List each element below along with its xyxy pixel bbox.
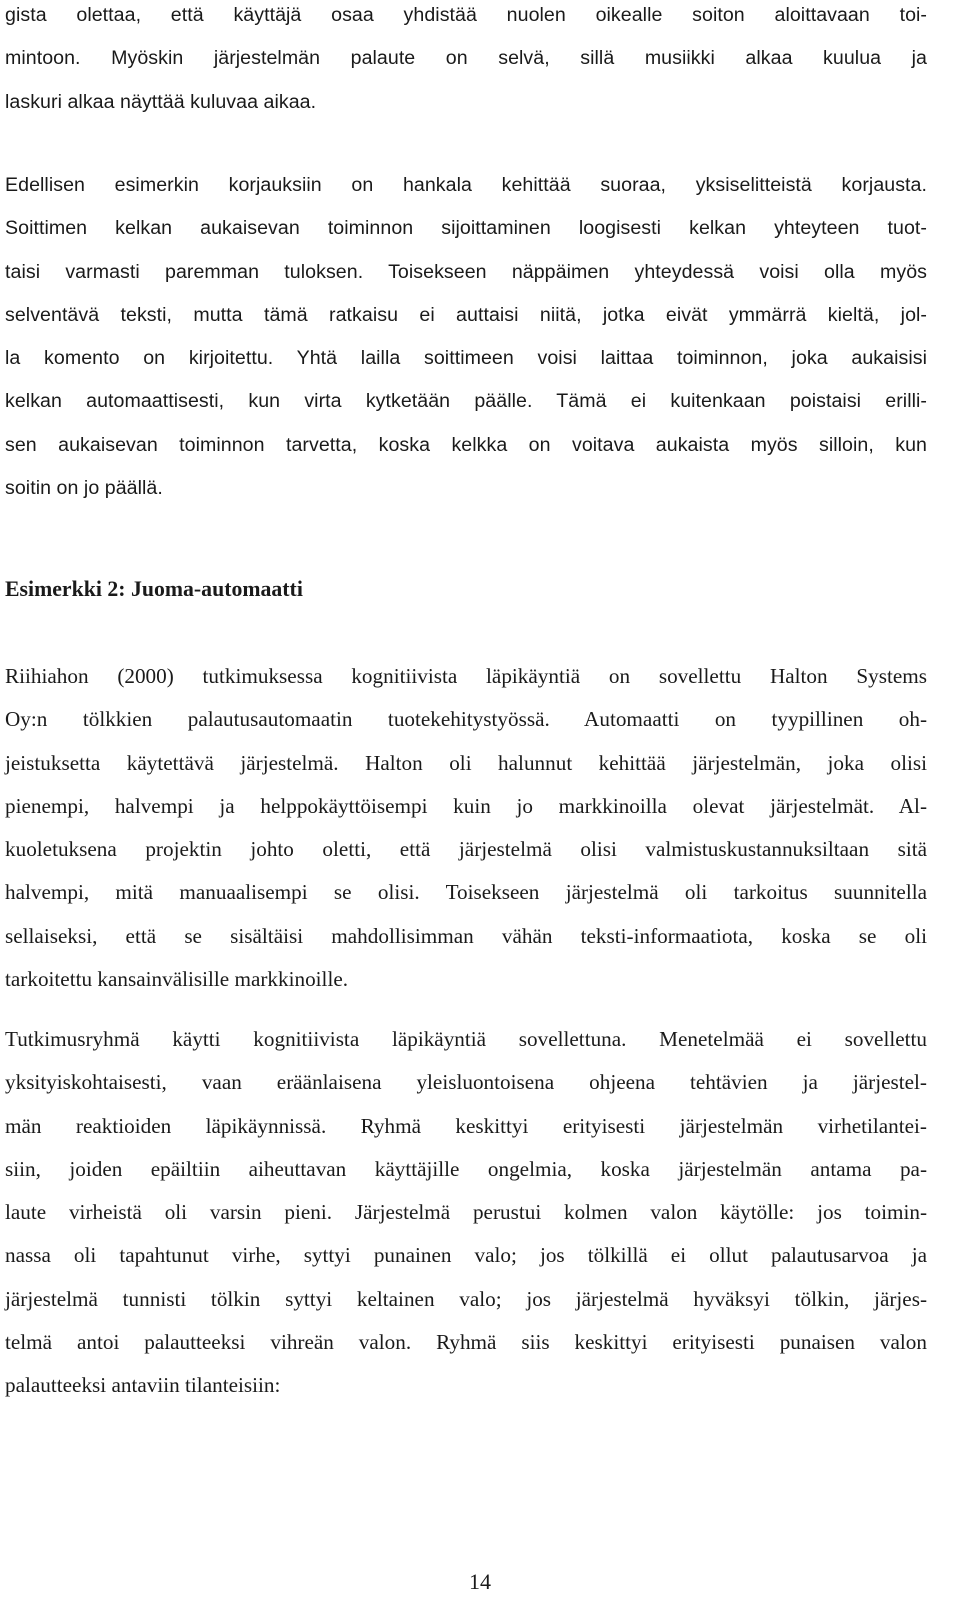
text-line: yksityiskohtaisesti, vaan eräänlaisena yleisluontoisena ohjeena tehtävien ja järjestel-: [5, 1070, 927, 1095]
text-line: nassa oli tapahtunut virhe, syttyi punainen valo; jos tölkillä ei ollut palautusarvoa ja: [5, 1243, 927, 1268]
text-line: telmä antoi palautteeksi vihreän valon. Ryhmä siis keskittyi erityisesti punaisen valon: [5, 1330, 927, 1355]
paragraph-correction: [5, 164, 927, 510]
text-line: halvempi, mitä manuaalisempi se olisi. Toisekseen järjestelmä oli tarkoitus suunnitella: [5, 880, 927, 905]
text-line: mintoon. Myöskin järjestelmän palaute on selvä, sillä musiikki alkaa kuulua ja: [5, 47, 927, 70]
paragraph-continuation: [5, 0, 927, 124]
text-line: taisi varmasti paremman tuloksen. Toisekseen näppäimen yhteydessä voisi olla myös: [5, 260, 927, 283]
text-line: kelkan automaattisesti, kun virta kytketään päälle. Tämä ei kuitenkaan poistaisi erilli-: [5, 390, 927, 413]
text-line: män reaktioiden läpikäynnissä. Ryhmä keskittyi erityisesti järjestelmän virhetilantei-: [5, 1113, 927, 1138]
section-heading: Esimerkki 2: Juoma-automaatti: [5, 577, 303, 601]
paragraph-study: [5, 655, 927, 1001]
text-line: sen aukaisevan toiminnon tarvetta, koska kelkka on voitava aukaista myös silloin, kun: [5, 433, 927, 456]
text-line: laskuri alkaa näyttää kuluvaa aikaa.: [5, 90, 317, 113]
text-line: siin, joiden epäiltiin aiheuttavan käyttäjille ongelmia, koska järjestelmän antama pa-: [5, 1156, 927, 1181]
text-line: järjestelmä tunnisti tölkin syttyi keltainen valo; jos järjestelmä hyväksyi tölkin, järjes-: [5, 1286, 927, 1311]
text-line: Riihiahon (2000) tutkimuksessa kognitiivista läpikäyntiä on sovellettu Halton Systems: [5, 664, 927, 688]
text-line: selventävä teksti, mutta tämä ratkaisu ei auttaisi niitä, jotka eivät ymmärrä kieltä, jol-: [5, 303, 927, 326]
text-line: Soittimen kelkan aukaisevan toiminnon sijoittaminen loogisesti kelkan yhteyteen tuot-: [5, 217, 927, 240]
text-line: palautteeksi antaviin tilanteisiin:: [5, 1373, 281, 1398]
text-line: Edellisen esimerkin korjauksiin on hankala kehittää suoraa, yksiselitteistä korjausta.: [5, 174, 927, 196]
text-line: pienempi, halvempi ja helppokäyttöisempi kuin jo markkinoilla olevat järjestelmät. Al-: [5, 793, 927, 818]
text-line: kuoletuksena projektin johto oletti, että järjestelmä olisi valmistuskustannuksiltaan sitä: [5, 837, 927, 862]
text-line: soitin on jo päällä.: [5, 477, 163, 500]
text-line: Tutkimusryhmä käytti kognitiivista läpikäyntiä sovellettuna. Menetelmää ei sovellettu: [5, 1027, 927, 1051]
text-line: laute virheistä oli varsin pieni. Järjestelmä perustui kolmen valon käytölle: jos toimin-: [5, 1200, 927, 1225]
text-line: gista olettaa, että käyttäjä osaa yhdistää nuolen oikealle soiton aloittavaan toi-: [5, 4, 927, 26]
text-line: jeistuksetta käytettävä järjestelmä. Halton oli halunnut kehittää järjestelmän, joka olisi: [5, 750, 927, 775]
text-line: tarkoitettu kansainvälisille markkinoille.: [5, 967, 349, 992]
text-line: Oy:n tölkkien palautusautomaatin tuotekehitystyössä. Automaatti on tyypillinen oh-: [5, 707, 927, 732]
paragraph-method: [5, 1018, 927, 1408]
text-line: sellaiseksi, että se sisältäisi mahdollisimman vähän teksti-informaatiota, koska se oli: [5, 923, 927, 948]
page-number: 14: [469, 1569, 491, 1594]
text-line: la komento on kirjoitettu. Yhtä lailla soittimeen voisi laittaa toiminnon, joka aukaisisi: [5, 347, 927, 370]
